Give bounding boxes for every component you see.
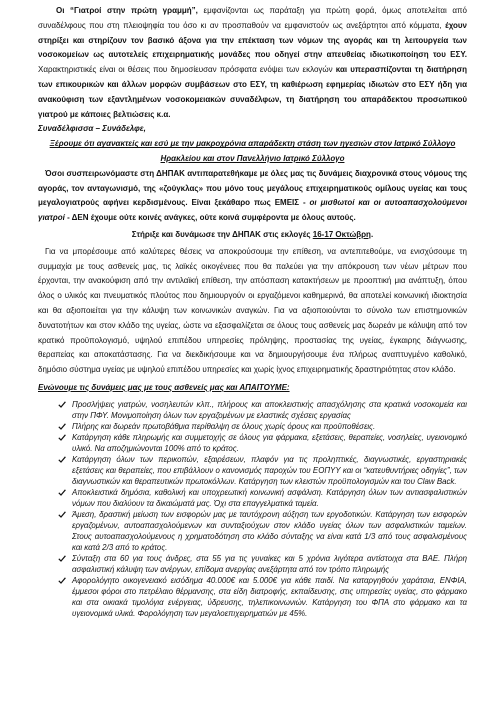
intro-emphasis: έχουν στηρίξει και στηρίζουν τον βασικό άξονα για την επέκταση των νόμων της αγοράς και τη λειτουργεία των νοσοκομείων ως αυτοτελείς επιχειρηματικής μονάδες που οδηγεί στην απευθείας ιδιωτικοποίηση του ΕΣΥ. [38,20,467,60]
position-text: - ΔΕΝ έχουμε ούτε κοινές ανάγκες, ούτε κοινά συμφέροντα με όλους αυτούς. [64,213,356,223]
position-text: Όσοι συσπειρωνόμαστε στη ΔΗΠΑΚ αντιπαρατεθήκαμε με όλες μας τις δυνάμεις διαχρονικά στους νόμους της αγοράς, τον ανταγωνισμό, της «ζούγκλας» που μόνο τους μεγάλους επιχειρηματικούς ομίλους υγείας και τους μεγαλογιατρούς αφήνει κερδισμένους. Είναι ξεκάθαρο πως ΕΜΕΙΣ - [38,168,467,208]
demand-text: Αφορολόγητο οικογενειακό εισόδημα 40.000€ και 5.000€ για κάθε παιδί. Να καταργηθούν χαράτσια, ΕΝΦΙΑ, έμμεσοι φόροι στο πετρέλαιο θέρμανσης, στα είδη διατροφής, εκπαίδευσης, στις υπηρεσίες υγείας, στο φάρμακο και στα οικιακά τιμολόγια ενέργειας, ύδρευσης, τηλεπικοινωνιών. Κατάργηση του ΦΠΑ στο φάρμακο και τα υγειονομικά υλικά. Φορολόγηση των μεγαλοεπιχειρηματιών με 45%. [72,575,467,618]
greeting: Συναδέλφισσα – Συνάδελφε, [38,124,146,134]
demand-text: Σύνταξη στα 60 για τους άνδρες, στα 55 για τις γυναίκες και 5 χρόνια λιγότερα αντίστοιχα στα ΒΑΕ. Πλήρη ασφαλιστική κάλυψη των ανέργων, επίδομα ανεργίας ανεξάρτητα από τον τρόπο πληρωμής [72,553,467,574]
demand-text: Κατάργηση κάθε πληρωμής και συμμετοχής σε όλους για φάρμακα, εξετάσεις, θεραπείες, νοσηλείες, υγειονομικό υλικό. Να αποζημιώνονται 100% από το κράτος. [72,432,467,453]
position-paragraph [38,167,467,226]
demand-text: Αποκλειστικά δημόσια, καθολική και υποχρεωτική κοινωνική ασφάλιση. Κατάργηση όλων των αντιασφαλιστικών νόμων που διαλύουν τα δικαιώματά μας. Όχι στα επαγγελματικά ταμεία. [72,487,467,508]
demands-heading: Ενώνουμε τις δυνάμεις μας με τους ασθενείς μας και ΑΠΑΙΤΟΥΜΕ: [38,382,290,392]
intro-paragraph [38,4,467,122]
subheading: Ξέρουμε ότι αγανακτείς και εσύ με την μακροχρόνια απαράδεκτη στάση των ηγεσιών στον Ιατρικό Σύλλογο Ηρακλείου και στον Πανελλήνιο Ιατρικό Σύλλογο [49,139,456,163]
intro-text: Χαρακτηριστικές είναι οι θέσεις που δημοσίευσαν πρόσφατα ενόψει των εκλογών [38,65,336,75]
election-dates: 16-17 Οκτώβρη [312,229,371,239]
intro-emphasis: και υπερασπίζονται τη διατήρηση των επικουρικών και άλλων μορφών συμβάσεων στο ΕΣΥ, τη καθιέρωση εφημερίας ιδιωτών στο ΕΣΥ ήδη για ανακούφιση των εξαντλημένων νοσοκομειακών συναδέλφων, τη διατήρηση του απαράδεκτου προσωπικού γιατρού με κάποιες βελτιώσεις κ.α. [38,65,467,119]
check-icon [58,434,66,441]
demand-item [38,421,467,432]
body-paragraph: Για να μπορέσουμε από καλύτερες θέσεις να αποκρούσουμε την επίθεση, να αντεπιτεθούμε, να ενισχύσουμε τη συμμαχία με τους ασθενείς μας, τις λαϊκές οικογένειες που θα παλεύει για την απόκρουση των νέων μέτρων που έρχονται, την ανακούφιση από την αντιλαϊκή επίθεση, την απόσπαση κατακτήσεων με προοπτική μια ανάπτυξη, όπου όλος ο υλικός και πνευματικός πλούτος που δημιουργούν οι εργαζόμενοι καθημερινά, θα αποτελεί κοινωνική ιδιοκτησία και θα αξιοποιείται για την κάλυψη των κοινωνικών αναγκών. Για να αξιοποιούνται το σύνολο των επιστημονικών δυνατοτήτων και στον κλάδο της υγείας, ώστε να εξασφαλίζεται σε όλους τους ασθενείς μας δωρεάν με κάλυψη από τον κρατικό προϋπολογισμό, υψηλού επιπέδου υπηρεσίες πρόληψης, προστασίας της υγείας, έγκαιρης διάγνωσης, θεραπείας και αποκατάστασης. Για να διεκδικήσουμε και να δημιουργήσουμε ένα πλήρως αναπτυγμένο καθολικό, δημόσιο σύστημα υγείας με υψηλού επιπέδου υπηρεσίες και χωρίς ίχνος επιχειρηματικής δραστηριότητας στον κλάδο. [38,246,467,375]
check-icon [58,401,66,408]
demand-text: Πλήρης και δωρεάν πρωτοβάθμια περίθαλψη σε όλους χωρίς όρους και προϋποθέσεις. [72,421,376,431]
check-icon [58,423,66,430]
demand-item [38,575,467,619]
demand-text: Άμεση, δραστική μείωση των εισφορών μας με ταυτόχρονη αύξηση των εργοδοτικών. Κατάργηση των εισφορών εργαζομένων, αυτοαπασχολούμενων και συνταξιούχων στον κλάδο υγείας όλων των ασφαλιστικών ταμείων. Στους αυτοαπασχολούμενους η χρηματοδότηση στο κλάδο σύνταξης να είναι κατά 1/3 από τους ασφαλισμένους και κατά 2/3 από το κράτος. [72,509,467,552]
slogan-end: . [370,229,374,239]
election-slogan [38,228,467,243]
demand-text: Κατάργηση όλων των περικοπών, εξαιρέσεων, πλαφόν για τις προληπτικές, διαγνωστικές, εργαστηριακές εξετάσεις και θεραπείες, που επιβάλλουν ο κανονισμός παροχών του ΕΟΠΥΥ και οι “κατευθυντήριες οδηγίες”, των διαγνωστικών και θεραπευτικών πρωτοκόλλων. Κατάργηση των κλειστών προϋπολογισμών και του Claw Back. [72,454,467,486]
leaflet-content [38,4,467,619]
intro-text: εμφανίζονται ως παράταξη για πρώτη φορά, όμως αποτελείται από συναδέλφους που στη πλειοψηφία του όσο κι αν προσπαθούν να εμφανιστούν ως ανεξάρτητοι από κόμματα, [38,6,467,30]
demand-item [38,553,467,575]
demands-list [38,399,467,619]
check-icon [58,577,66,584]
demand-item [38,487,467,509]
demand-item [38,454,467,487]
slogan-text: Στήριξε και δυνάμωσε την ΔΗΠΑΚ στις εκλογές [131,229,313,239]
demand-item [38,509,467,553]
intro-faction-name: Οι “Γιατροί στην πρώτη γραμμή”, [56,6,198,15]
check-icon [58,555,66,562]
check-icon [58,456,66,463]
position-emphasis: οι μισθωτοί και οι αυτοαπασχολούμενοι γιατροί [38,198,468,223]
demand-item [38,432,467,454]
demand-text: Προσλήψεις γιατρών, νοσηλευτών κλπ., πλήρους και αποκλειστικής απασχόλησης στα κρατικά νοσοκομεία και στην ΠΦΥ. Μονιμοποίηση όλων των εργαζομένων με ελαστικές σχέσεις εργασίας [72,399,467,420]
check-icon [58,489,66,496]
check-icon [58,511,66,518]
demand-item [38,399,467,421]
